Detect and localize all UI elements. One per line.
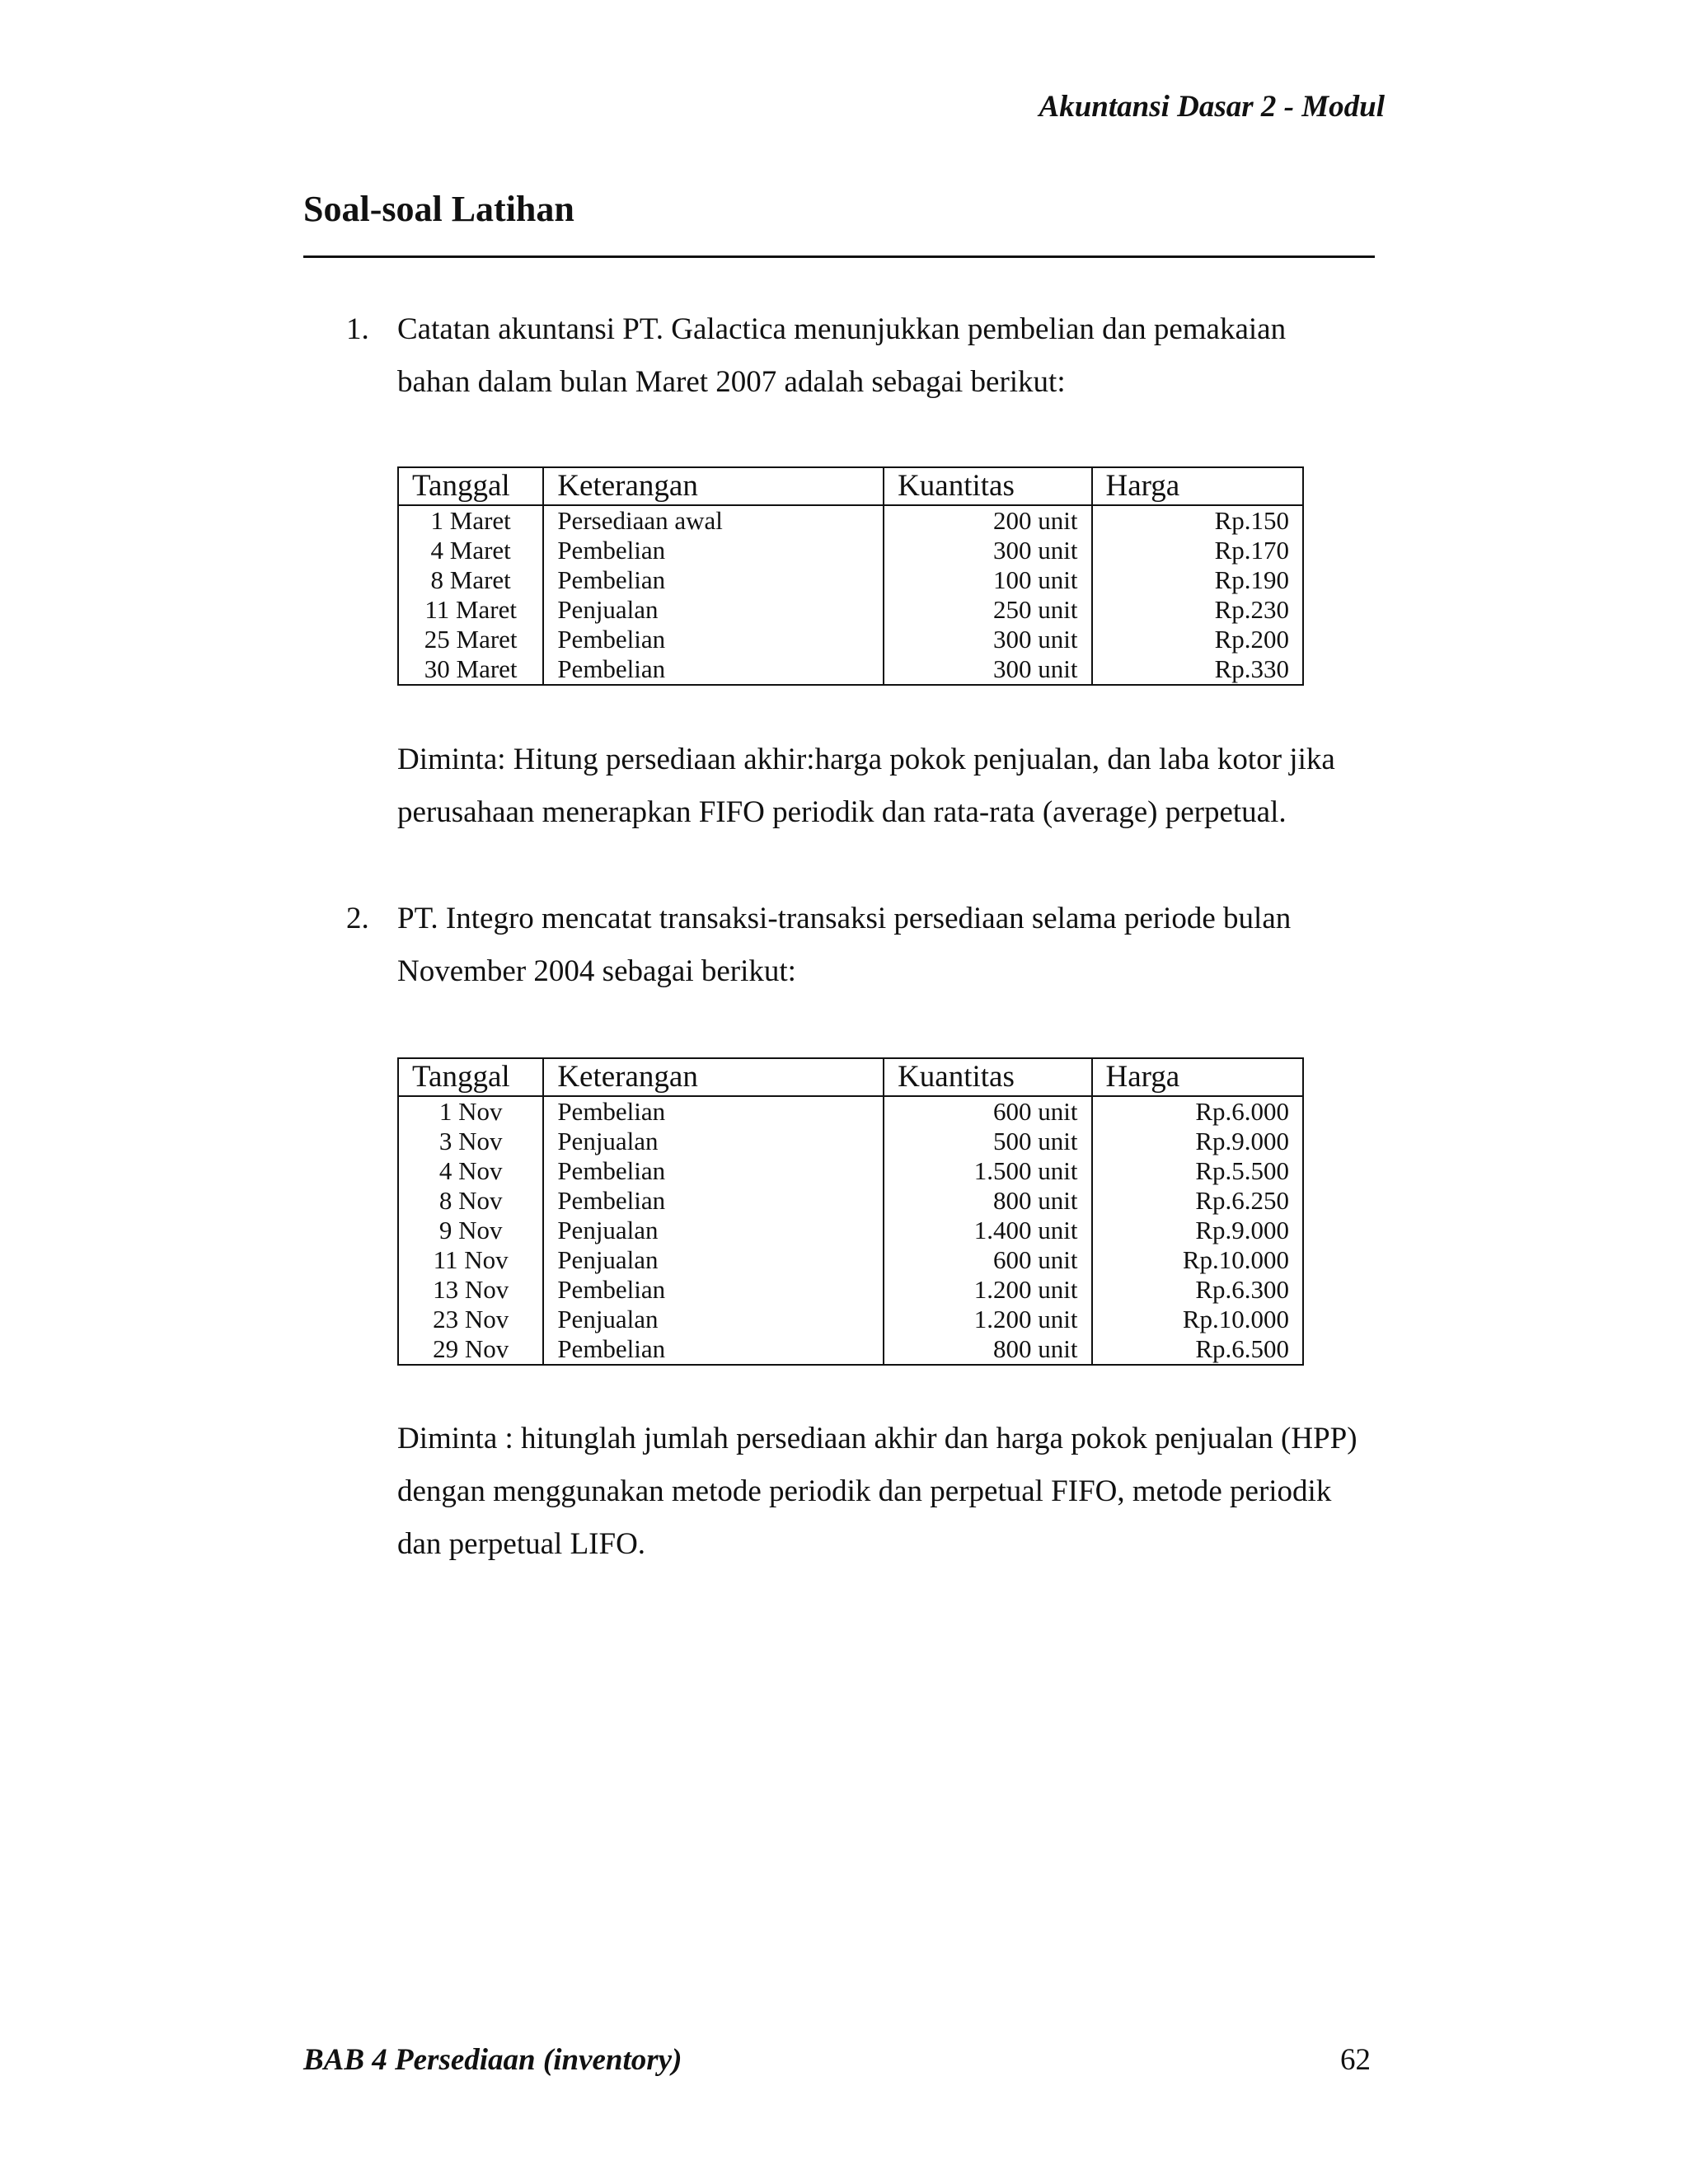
question-text-line: Catatan akuntansi PT. Galactica menunjukkan pembelian dan pemakaian — [397, 312, 1287, 346]
cell-keterangan: Pembelian — [543, 1096, 884, 1127]
cell-tanggal: 4 Maret — [430, 536, 511, 565]
table-row — [398, 1216, 1303, 1245]
cell-keterangan: Penjualan — [543, 1305, 884, 1334]
question-1-request — [397, 733, 1386, 839]
request-text-line: Diminta : hitunglah jumlah persediaan akhir dan harga pokok penjualan (HPP) — [397, 1422, 1357, 1455]
cell-harga: Rp.6.000 — [1092, 1096, 1303, 1127]
table-header-row — [398, 467, 1303, 505]
cell-tanggal: 29 Nov — [433, 1334, 509, 1363]
table-row — [398, 1096, 1303, 1127]
question-number: 2. — [346, 902, 369, 935]
cell-keterangan: Pembelian — [543, 654, 884, 685]
cell-harga: Rp.200 — [1092, 625, 1303, 654]
cell-kuantitas: 1.200 unit — [884, 1305, 1091, 1334]
question-text-line: November 2004 sebagai berikut: — [397, 954, 796, 988]
cell-tanggal: 11 Nov — [433, 1245, 509, 1274]
question-text-line: PT. Integro mencatat transaksi-transaksi persediaan selama periode bulan — [397, 902, 1292, 935]
cell-kuantitas: 800 unit — [884, 1334, 1091, 1365]
cell-harga: Rp.10.000 — [1092, 1245, 1303, 1275]
table-row — [398, 536, 1303, 565]
table-row — [398, 595, 1303, 625]
cell-tanggal: 13 Nov — [433, 1275, 509, 1304]
cell-harga: Rp.9.000 — [1092, 1127, 1303, 1156]
cell-harga: Rp.190 — [1092, 565, 1303, 595]
cell-kuantitas: 1.500 unit — [884, 1156, 1091, 1186]
request-text-line: dengan menggunakan metode periodik dan perpetual FIFO, metode periodik — [397, 1474, 1332, 1508]
cell-keterangan: Pembelian — [543, 565, 884, 595]
cell-keterangan: Pembelian — [543, 1275, 884, 1305]
cell-keterangan: Pembelian — [543, 1334, 884, 1365]
table-body — [398, 505, 1303, 685]
request-text-line: Diminta: Hitung persediaan akhir:harga pokok penjualan, dan laba kotor jika — [397, 743, 1335, 776]
cell-kuantitas: 300 unit — [884, 536, 1091, 565]
table-row — [398, 1275, 1303, 1305]
table-row — [398, 1156, 1303, 1186]
page-number: 62 — [1340, 2043, 1371, 2077]
cell-tanggal: 1 Nov — [438, 1097, 503, 1126]
column-header-harga: Harga — [1092, 467, 1303, 505]
cell-keterangan: Pembelian — [543, 1156, 884, 1186]
cell-tanggal: 1 Maret — [430, 506, 511, 535]
cell-keterangan: Pembelian — [543, 536, 884, 565]
table-row — [398, 565, 1303, 595]
table-row — [398, 1127, 1303, 1156]
table-header-row — [398, 1058, 1303, 1096]
cell-keterangan: Pembelian — [543, 1186, 884, 1216]
cell-tanggal: 23 Nov — [433, 1305, 509, 1333]
cell-kuantitas: 250 unit — [884, 595, 1091, 625]
cell-tanggal: 25 Maret — [424, 625, 518, 654]
cell-keterangan: Penjualan — [543, 1216, 884, 1245]
question-1-table — [397, 466, 1304, 686]
cell-harga: Rp.330 — [1092, 654, 1303, 685]
cell-harga: Rp.10.000 — [1092, 1305, 1303, 1334]
running-header: Akuntansi Dasar 2 - Modul — [1039, 90, 1385, 124]
cell-kuantitas: 100 unit — [884, 565, 1091, 595]
table-row — [398, 505, 1303, 536]
section-title: Soal-soal Latihan — [303, 189, 574, 229]
column-header-tanggal: Tanggal — [398, 467, 543, 505]
cell-kuantitas: 1.200 unit — [884, 1275, 1091, 1305]
column-header-keterangan: Keterangan — [543, 467, 884, 505]
cell-kuantitas: 200 unit — [884, 505, 1091, 536]
cell-keterangan: Penjualan — [543, 595, 884, 625]
cell-harga: Rp.170 — [1092, 536, 1303, 565]
column-header-kuantitas: Kuantitas — [884, 1058, 1091, 1096]
table-row — [398, 1245, 1303, 1275]
cell-tanggal: 9 Nov — [438, 1216, 503, 1244]
cell-kuantitas: 300 unit — [884, 654, 1091, 685]
table-row — [398, 654, 1303, 685]
column-header-keterangan: Keterangan — [543, 1058, 884, 1096]
cell-tanggal: 3 Nov — [438, 1127, 503, 1155]
table-row — [398, 1186, 1303, 1216]
table-row — [398, 625, 1303, 654]
footer-chapter: BAB 4 Persediaan (inventory) — [303, 2043, 682, 2077]
question-2-intro — [346, 893, 1385, 998]
request-text-line: dan perpetual LIFO. — [397, 1527, 646, 1561]
title-divider — [303, 255, 1375, 258]
cell-harga: Rp.150 — [1092, 505, 1303, 536]
cell-tanggal: 4 Nov — [438, 1156, 503, 1185]
cell-kuantitas: 600 unit — [884, 1096, 1091, 1127]
table-row — [398, 1334, 1303, 1365]
table-body — [398, 1096, 1303, 1365]
column-header-tanggal: Tanggal — [398, 1058, 543, 1096]
cell-keterangan: Penjualan — [543, 1127, 884, 1156]
column-header-harga: Harga — [1092, 1058, 1303, 1096]
question-1-intro — [346, 303, 1385, 409]
cell-keterangan: Persediaan awal — [543, 505, 884, 536]
cell-harga: Rp.230 — [1092, 595, 1303, 625]
cell-kuantitas: 500 unit — [884, 1127, 1091, 1156]
cell-harga: Rp.6.250 — [1092, 1186, 1303, 1216]
cell-kuantitas: 600 unit — [884, 1245, 1091, 1275]
cell-kuantitas: 800 unit — [884, 1186, 1091, 1216]
cell-tanggal: 11 Maret — [424, 595, 517, 624]
cell-kuantitas: 1.400 unit — [884, 1216, 1091, 1245]
question-2-request — [397, 1413, 1386, 1571]
cell-tanggal: 30 Maret — [424, 654, 518, 683]
cell-harga: Rp.6.300 — [1092, 1275, 1303, 1305]
request-text-line: perusahaan menerapkan FIFO periodik dan rata-rata (average) perpetual. — [397, 795, 1287, 829]
cell-keterangan: Penjualan — [543, 1245, 884, 1275]
cell-harga: Rp.9.000 — [1092, 1216, 1303, 1245]
cell-tanggal: 8 Maret — [430, 565, 511, 594]
cell-keterangan: Pembelian — [543, 625, 884, 654]
cell-tanggal: 8 Nov — [438, 1186, 503, 1215]
cell-harga: Rp.6.500 — [1092, 1334, 1303, 1365]
question-2-table — [397, 1057, 1304, 1366]
table-row — [398, 1305, 1303, 1334]
question-number: 1. — [346, 312, 369, 346]
cell-harga: Rp.5.500 — [1092, 1156, 1303, 1186]
cell-kuantitas: 300 unit — [884, 625, 1091, 654]
column-header-kuantitas: Kuantitas — [884, 467, 1091, 505]
question-text-line: bahan dalam bulan Maret 2007 adalah sebagai berikut: — [397, 365, 1066, 399]
